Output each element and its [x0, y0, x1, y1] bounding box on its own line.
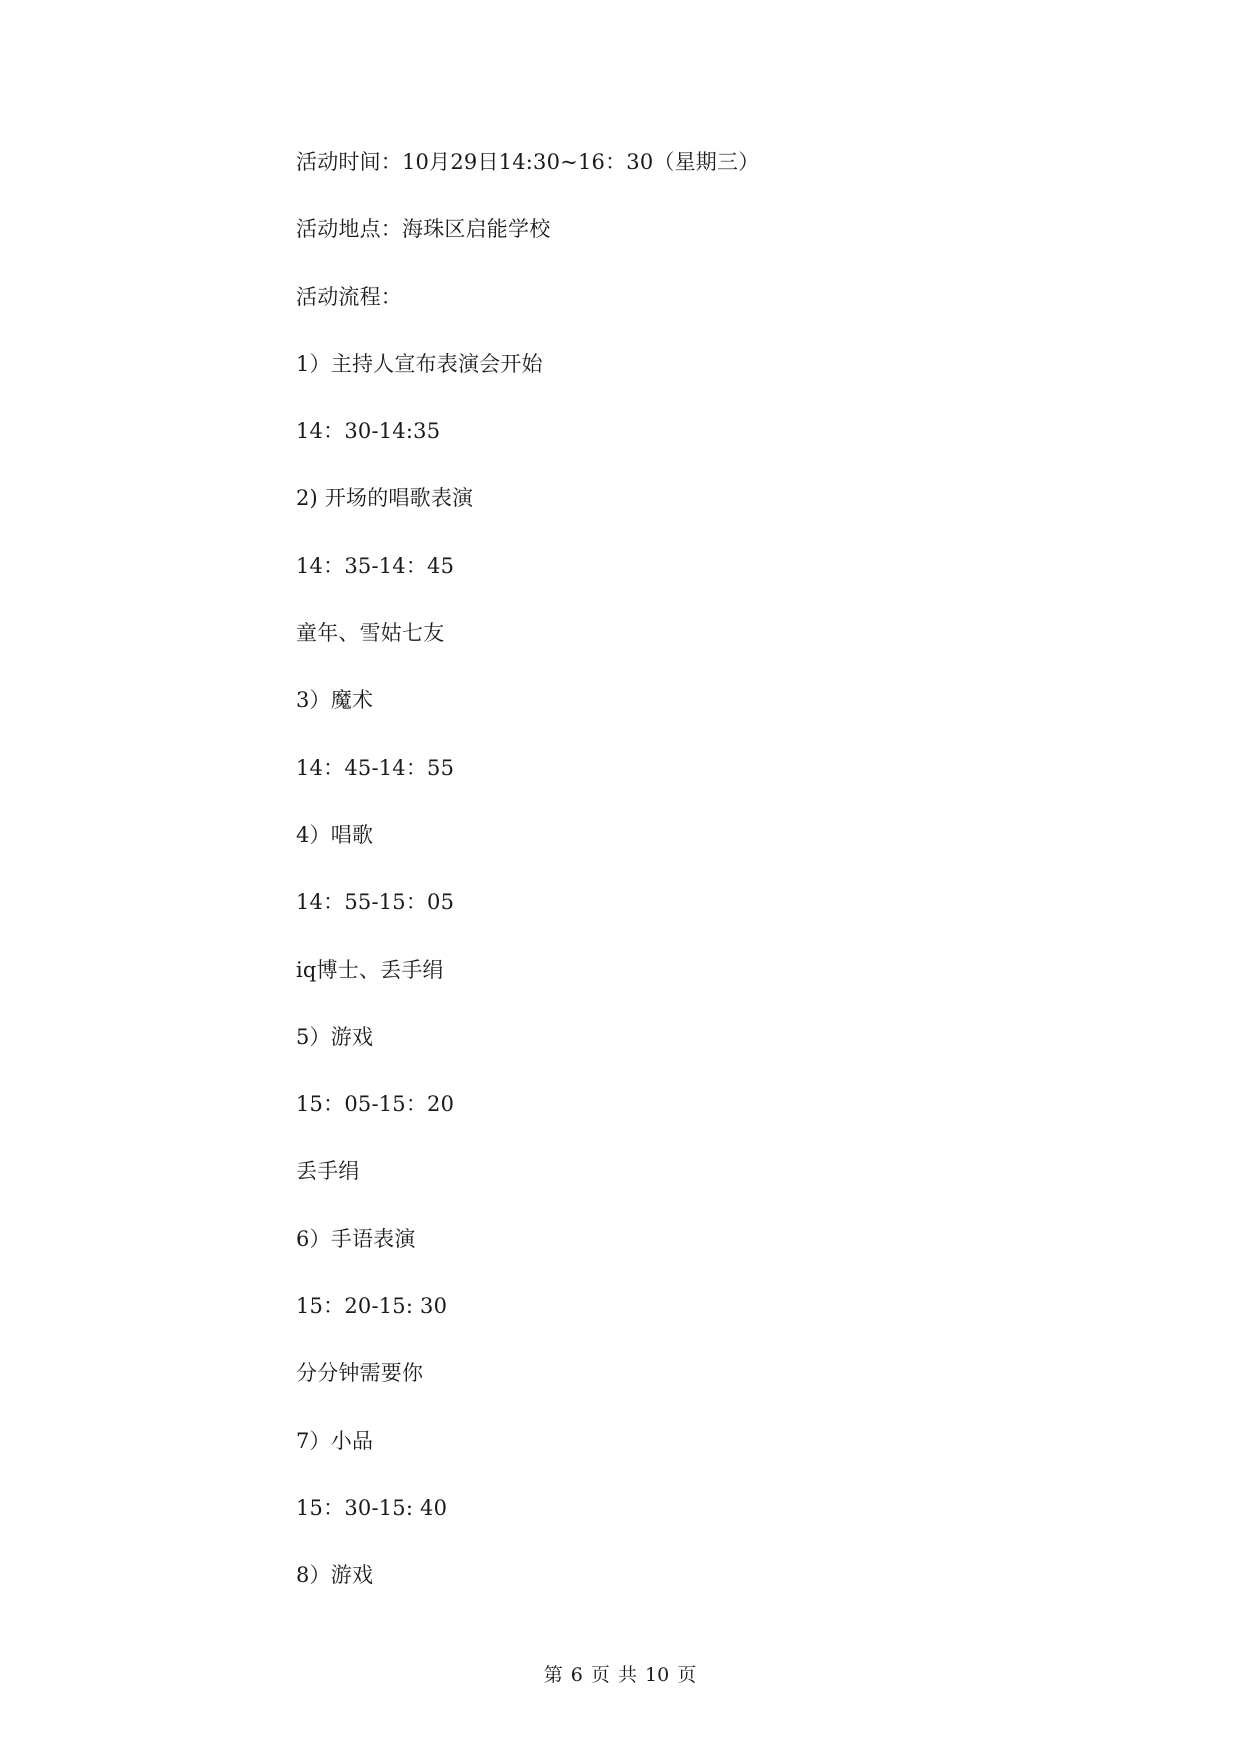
event-process-heading: 活动流程： [296, 284, 402, 309]
process-time-1: 14：30-14:35 [296, 419, 441, 444]
process-step-8: 8）游戏 [296, 1563, 374, 1588]
process-detail-6: 分分钟需要你 [296, 1361, 424, 1386]
process-step-5: 5）游戏 [296, 1024, 374, 1049]
process-step-1: 1）主持人宣布表演会开始 [296, 351, 543, 376]
process-time-3: 14：45-14：55 [296, 755, 455, 780]
process-time-5: 15：05-15：20 [296, 1092, 455, 1117]
process-time-7: 15：30-15: 40 [296, 1495, 448, 1520]
process-step-2: 2) 开场的唱歌表演 [296, 486, 474, 511]
process-time-2: 14：35-14：45 [296, 553, 455, 578]
document-body [296, 142, 1056, 1623]
event-time-line: 活动时间：10月29日14:30~16：30（星期三） [296, 150, 760, 174]
process-step-6: 6）手语表演 [296, 1226, 416, 1251]
page-number-footer: 第 6 页 共 10 页 [543, 1664, 697, 1686]
process-detail-4: iq博士、丢手绢 [296, 957, 444, 982]
process-time-6: 15：20-15: 30 [296, 1294, 448, 1319]
process-time-4: 14：55-15：05 [296, 890, 455, 915]
process-step-3: 3）魔术 [296, 688, 374, 713]
process-detail-5: 丢手绢 [296, 1159, 360, 1184]
event-location-line: 活动地点：海珠区启能学校 [296, 217, 551, 242]
process-step-4: 4）唱歌 [296, 822, 374, 847]
process-step-7: 7）小品 [296, 1428, 374, 1453]
process-detail-2: 童年、雪姑七友 [296, 621, 445, 646]
